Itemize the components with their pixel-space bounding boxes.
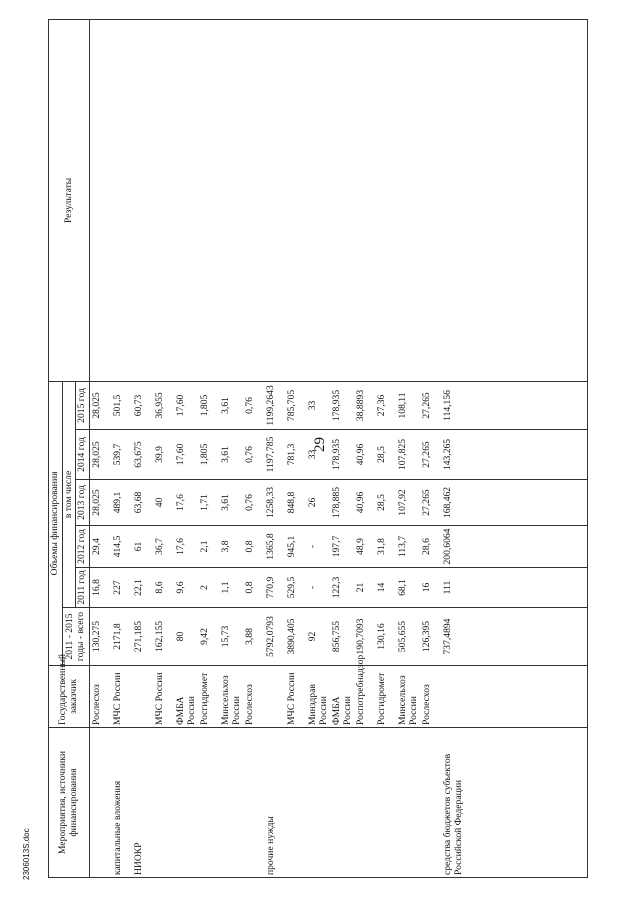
- cell-year-2014: 17,60: [174, 430, 198, 480]
- cell-year-2012: 1365,8: [264, 526, 285, 568]
- header-year-2013: 2013 год: [76, 480, 90, 526]
- cell-customer: Минсельхоз России: [219, 666, 243, 728]
- cell-year-2013: 1,71: [198, 480, 219, 526]
- cell-year-2012: 200,6064: [441, 526, 465, 568]
- cell-total: 130,16: [375, 608, 396, 666]
- table-row: [132, 19, 153, 877]
- cell-customer: [441, 666, 465, 728]
- cell-year-2011: 22,1: [132, 568, 153, 608]
- cell-year-2015: 28,025: [89, 381, 111, 429]
- header-total: 2011 - 2015 годы - всего: [62, 608, 89, 666]
- cell-results: [375, 19, 396, 381]
- table-row: [264, 19, 285, 877]
- cell-year-2015: 36,955: [153, 381, 174, 429]
- cell-year-2012: 17,6: [174, 526, 198, 568]
- cell-year-2013: 26: [306, 480, 330, 526]
- header-year-2012: 2012 год: [76, 526, 90, 568]
- cell-year-2012: 31,8: [375, 526, 396, 568]
- cell-year-2013: 107,92: [396, 480, 420, 526]
- cell-year-2015: 178,935: [330, 381, 354, 429]
- cell-measure: [219, 728, 243, 878]
- cell-year-2013: 27,265: [420, 480, 441, 526]
- cell-year-2011: 8,6: [153, 568, 174, 608]
- cell-results: [285, 19, 306, 381]
- cell-results: [330, 19, 354, 381]
- cell-year-2013: 848,8: [285, 480, 306, 526]
- cell-measure: [243, 728, 264, 878]
- cell-measure: капитальные вложения: [111, 728, 132, 878]
- cell-measure: НИОКР: [132, 728, 153, 878]
- cell-total: 271,185: [132, 608, 153, 666]
- cell-measure: [420, 728, 441, 878]
- cell-customer: Роспотребнадзор: [354, 666, 375, 728]
- cell-year-2012: 0,8: [243, 526, 264, 568]
- cell-total: 5792,0793: [264, 608, 285, 666]
- cell-results: [306, 19, 330, 381]
- cell-year-2014: 539,7: [111, 430, 132, 480]
- table-row: [375, 19, 396, 877]
- cell-results: [441, 19, 465, 381]
- cell-measure: [153, 728, 174, 878]
- cell-year-2012: 3,8: [219, 526, 243, 568]
- cell-year-2014: 28,025: [89, 430, 111, 480]
- cell-year-2012: 48,9: [354, 526, 375, 568]
- table-row: [174, 19, 198, 877]
- filler-cell: [465, 526, 588, 568]
- cell-customer: Рослесхоз: [89, 666, 111, 728]
- filler-cell: [465, 381, 588, 429]
- cell-year-2015: 60,73: [132, 381, 153, 429]
- cell-measure: [285, 728, 306, 878]
- table-row: [111, 19, 132, 877]
- cell-year-2011: 68,1: [396, 568, 420, 608]
- cell-results: [198, 19, 219, 381]
- cell-year-2011: 227: [111, 568, 132, 608]
- table-row: [89, 19, 111, 877]
- cell-year-2013: 28,025: [89, 480, 111, 526]
- cell-total: 3,88: [243, 608, 264, 666]
- cell-customer: ФМБА России: [174, 666, 198, 728]
- header-results: Результаты: [49, 19, 90, 381]
- cell-customer: Минсельхоз России: [396, 666, 420, 728]
- cell-total: 162,155: [153, 608, 174, 666]
- cell-results: [219, 19, 243, 381]
- cell-year-2014: 178,935: [330, 430, 354, 480]
- cell-results: [111, 19, 132, 381]
- cell-year-2014: 40,96: [354, 430, 375, 480]
- cell-year-2015: 1,805: [198, 381, 219, 429]
- cell-year-2014: 33: [306, 430, 330, 480]
- cell-year-2014: 1197,785: [264, 430, 285, 480]
- cell-year-2012: 197,7: [330, 526, 354, 568]
- header-year-2014: 2014 год: [76, 430, 90, 480]
- cell-total: 505,655: [396, 608, 420, 666]
- cell-total: 3890,405: [285, 608, 306, 666]
- table-row: [243, 19, 264, 877]
- rotated-table-container: [48, 20, 588, 878]
- cell-results: [89, 19, 111, 381]
- financing-table: [48, 19, 588, 878]
- cell-year-2015: 33: [306, 381, 330, 429]
- cell-year-2014: 3,61: [219, 430, 243, 480]
- cell-customer: Росгидромет: [198, 666, 219, 728]
- cell-year-2012: 2,1: [198, 526, 219, 568]
- cell-measure: [330, 728, 354, 878]
- header-year-2011: 2011 год: [76, 568, 90, 608]
- cell-year-2013: 489,1: [111, 480, 132, 526]
- cell-year-2013: 40,96: [354, 480, 375, 526]
- cell-year-2011: 21: [354, 568, 375, 608]
- cell-results: [153, 19, 174, 381]
- cell-year-2011: 14: [375, 568, 396, 608]
- filler-cell: [465, 728, 588, 878]
- cell-year-2011: 111: [441, 568, 465, 608]
- cell-year-2015: 27,265: [420, 381, 441, 429]
- header-customer: Государственный заказчик: [49, 666, 90, 728]
- cell-year-2014: 143,265: [441, 430, 465, 480]
- cell-year-2011: 16,8: [89, 568, 111, 608]
- cell-customer: [132, 666, 153, 728]
- cell-year-2012: 945,1: [285, 526, 306, 568]
- cell-customer: Рослесхоз: [243, 666, 264, 728]
- cell-year-2011: 9,6: [174, 568, 198, 608]
- cell-year-2013: 3,61: [219, 480, 243, 526]
- page-number: 29: [311, 437, 328, 452]
- cell-total: 2171,8: [111, 608, 132, 666]
- header-year-2015: 2015 год: [76, 381, 90, 429]
- cell-customer: МЧС России: [285, 666, 306, 728]
- cell-year-2015: 501,5: [111, 381, 132, 429]
- cell-total: 80: [174, 608, 198, 666]
- cell-customer: ФМБА России: [330, 666, 354, 728]
- cell-measure: [354, 728, 375, 878]
- cell-total: 15,73: [219, 608, 243, 666]
- cell-measure: [198, 728, 219, 878]
- cell-customer: МЧС России: [111, 666, 132, 728]
- cell-year-2013: 28,5: [375, 480, 396, 526]
- cell-year-2013: 168,462: [441, 480, 465, 526]
- cell-total: 9,42: [198, 608, 219, 666]
- cell-results: [264, 19, 285, 381]
- filler-cell: [465, 666, 588, 728]
- cell-year-2012: 29,4: [89, 526, 111, 568]
- filler-cell: [465, 430, 588, 480]
- cell-measure: [375, 728, 396, 878]
- cell-measure: [396, 728, 420, 878]
- table-row: [396, 19, 420, 877]
- header-including: в том числе: [62, 381, 76, 607]
- cell-year-2015: 38,8893: [354, 381, 375, 429]
- cell-total: 130,275: [89, 608, 111, 666]
- cell-year-2013: 1258,33: [264, 480, 285, 526]
- cell-measure: прочие нужды: [264, 728, 285, 878]
- cell-year-2014: 1,805: [198, 430, 219, 480]
- cell-total: 92: [306, 608, 330, 666]
- cell-results: [174, 19, 198, 381]
- table-row: [153, 19, 174, 877]
- cell-year-2013: 178,885: [330, 480, 354, 526]
- cell-year-2011: -: [306, 568, 330, 608]
- cell-measure: [89, 728, 111, 878]
- header-volumes: Объемы финансирования: [49, 381, 63, 665]
- cell-year-2015: 3,61: [219, 381, 243, 429]
- cell-total: 126,395: [420, 608, 441, 666]
- cell-total: 856,755: [330, 608, 354, 666]
- table-filler-row: [465, 19, 588, 877]
- table-row: [306, 19, 330, 877]
- cell-year-2015: 0,76: [243, 381, 264, 429]
- cell-year-2011: 770,9: [264, 568, 285, 608]
- cell-year-2015: 114,156: [441, 381, 465, 429]
- table-row: [420, 19, 441, 877]
- cell-year-2014: 28,5: [375, 430, 396, 480]
- cell-year-2014: 107,825: [396, 430, 420, 480]
- cell-year-2014: 63,675: [132, 430, 153, 480]
- cell-measure: [174, 728, 198, 878]
- cell-year-2012: -: [306, 526, 330, 568]
- cell-year-2013: 17,6: [174, 480, 198, 526]
- cell-year-2011: 1,1: [219, 568, 243, 608]
- cell-results: [420, 19, 441, 381]
- cell-year-2015: 108,11: [396, 381, 420, 429]
- cell-year-2011: 2: [198, 568, 219, 608]
- filler-cell: [465, 19, 588, 381]
- cell-customer: [264, 666, 285, 728]
- cell-customer: Минздрав России: [306, 666, 330, 728]
- cell-year-2011: 122,3: [330, 568, 354, 608]
- table-row: [354, 19, 375, 877]
- cell-results: [243, 19, 264, 381]
- filler-cell: [465, 480, 588, 526]
- filler-cell: [465, 568, 588, 608]
- cell-year-2014: 781,3: [285, 430, 306, 480]
- cell-measure: [306, 728, 330, 878]
- cell-customer: Рослесхоз: [420, 666, 441, 728]
- cell-total: 737,4894: [441, 608, 465, 666]
- table-row: [198, 19, 219, 877]
- cell-year-2013: 0,76: [243, 480, 264, 526]
- cell-year-2013: 40: [153, 480, 174, 526]
- table-row: [285, 19, 306, 877]
- cell-year-2011: 529,5: [285, 568, 306, 608]
- table-row: [330, 19, 354, 877]
- cell-year-2012: 113,7: [396, 526, 420, 568]
- cell-results: [354, 19, 375, 381]
- cell-year-2014: 39,9: [153, 430, 174, 480]
- table-body: [89, 19, 587, 877]
- cell-year-2012: 61: [132, 526, 153, 568]
- header-measures: Мероприятия, источники финансирования: [49, 728, 90, 878]
- cell-total: 190,7093: [354, 608, 375, 666]
- cell-year-2014: 0,76: [243, 430, 264, 480]
- cell-year-2015: 27,36: [375, 381, 396, 429]
- cell-year-2011: 16: [420, 568, 441, 608]
- cell-year-2015: 1199,2643: [264, 381, 285, 429]
- cell-year-2011: 0,8: [243, 568, 264, 608]
- cell-year-2012: 36,7: [153, 526, 174, 568]
- table-row: [219, 19, 243, 877]
- cell-year-2012: 28,6: [420, 526, 441, 568]
- cell-results: [396, 19, 420, 381]
- cell-year-2015: 785,705: [285, 381, 306, 429]
- cell-year-2012: 414,5: [111, 526, 132, 568]
- cell-year-2014: 27,265: [420, 430, 441, 480]
- table-row: [441, 19, 465, 877]
- cell-results: [132, 19, 153, 381]
- cell-year-2015: 17,60: [174, 381, 198, 429]
- cell-customer: МЧС России: [153, 666, 174, 728]
- cell-measure: средства бюджетов субъектов Российской Федерации: [441, 728, 465, 878]
- footer-filename: 2306013S.doc: [22, 828, 31, 880]
- cell-customer: Росгидромет: [375, 666, 396, 728]
- filler-cell: [465, 608, 588, 666]
- cell-year-2013: 63,68: [132, 480, 153, 526]
